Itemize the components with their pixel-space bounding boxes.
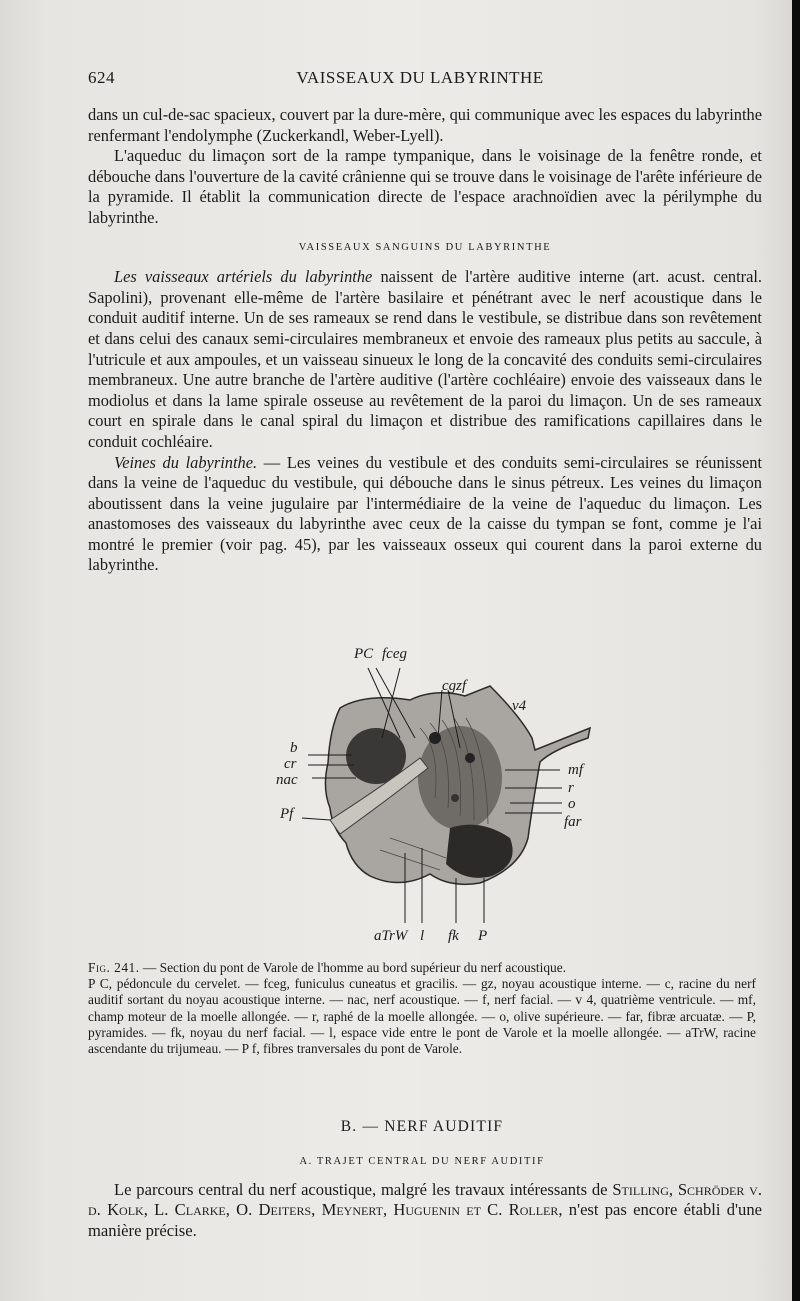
label-cr: cr (284, 756, 297, 772)
label-b: b (290, 740, 298, 756)
label-cgzf: cgzf (442, 678, 467, 694)
anatomical-figure (270, 638, 610, 948)
running-header (88, 68, 752, 92)
pons-section-illustration (270, 638, 610, 948)
caption-figure-number: Fig. 241. (88, 960, 140, 975)
figure-caption (88, 960, 756, 1057)
caption-title: — Section du pont de Varole de l'homme au bord supérieur du nerf acoustique. (139, 960, 567, 975)
italic-lead-arteres: Les vaisseaux artériels du labyrinthe (114, 267, 373, 287)
subheading-trajet-central: A. TRAJET CENTRAL DU NERF AUDITIF (299, 1156, 545, 1167)
subheading-nerf-auditif: B. — NERF AUDITIF (340, 1118, 504, 1135)
paragraph-veines-text: — Les veines du vestibule et des conduits semi-circulaires se réunissent dans la veine de l'aqueduc du vestibule, qui débouche dans le sinus pétreux. Les veines du limaçon aboutissent dans la veine jugulaire par l'intermédiaire de la veine de l'aqueduc du limaçon. Les anastomoses des vaisseaux du labyrinthe avec ceux de la caisse du tympan se font, comme je l'ai montré le premier (voir pag. 45), par les vaisseaux osseux qui courent dans la paroi externe du labyrinthe. (88, 452, 762, 575)
caption-legend: P C, pédoncule du cervelet. — fceg, funiculus cuneatus et gracilis. — gz, noyau acoustique interne. — c, racine du nerf auditif sortant du noyau acoustique interne. — nac, nerf acoustique. — f, nerf facial. — v 4, quatrième ventricule. — mf, champ moteur de la moelle allongée. — r, raphé de la moelle allongée. — o, olive supérieure. — far, fibræ arcuatæ. — P, pyramides. — fk, noyau du nerf facial. — l, espace vide entre le pont de Varole et la moelle allongée. — aTrW, racine ascendante du trijumeau. — P f, fibres tranversales du pont de Varole. (88, 976, 756, 1057)
nucleus-3 (451, 794, 459, 802)
label-p: P (478, 928, 488, 944)
label-v4: v4 (512, 698, 527, 714)
paragraph-parcours-names: Stilling, Schröder v. d. Kolk, L. Clarke, O. Deiters, Meynert, Huguenin et C. Roller (88, 1180, 762, 1220)
paragraph-continuation: dans un cul-de-sac spacieux, couvert par la dure-mère, qui communique avec les espaces du labyrinthe renfermant l'endolymphe (Zuckerkandl, Weber-Lyell). (88, 105, 762, 145)
paragraph-arteres (88, 267, 762, 452)
section-heading: VAISSEAUX SANGUINS DU LABYRINTHE (298, 241, 552, 253)
page-number: 624 (88, 68, 115, 87)
paragraph-aqueduc: L'aqueduc du limaçon sort de la rampe tympanique, dans le voisinage de la fenêtre ronde, et débouche dans l'ouverture de la cavité crânienne qui se trouve dans le voisinage de l'arête inférieure de la pyramide. Il établit la communication directe de l'espace arachnoïdien avec la périlymphe du labyrinthe. (88, 146, 762, 227)
label-atrw: aTrW (374, 928, 408, 944)
label-nac: nac (276, 772, 298, 788)
final-text-block (88, 1180, 762, 1241)
paragraph-veines (88, 453, 762, 577)
main-text-block (88, 105, 762, 576)
nucleus-1 (429, 732, 441, 744)
label-fceg: fceg (382, 646, 407, 662)
label-pf: Pf (280, 806, 294, 822)
label-l: l (420, 928, 425, 944)
label-pc: PC (354, 646, 374, 662)
italic-lead-veines: Veines du labyrinthe. (114, 452, 258, 472)
nucleus-2 (465, 753, 475, 763)
label-fk: fk (448, 928, 459, 944)
paragraph-arteres-text: naissent de l'artère auditive interne (art. acust. central. Sapolini), provenant elle-même de l'artère basilaire et pénétrant avec le nerf acoustique dans le conduit auditif interne. Un de ses rameaux se rend dans le vestibule, se distribue dans son revêtement et dans celui des canaux semi-circulaires membraneux et envoie des rameaux plus petits au saccule, à l'utricule et aux ampoules, et un vaisseau sinueux le long de la concavité des conduits semi-circulaires membraneux. Une autre branche de l'artère auditive (l'artère cochléaire) envoie des vaisseaux dans le modiolus et dans la lame spirale osseuse au revêtement de la paroi du limaçon. Un de ses rameaux court en spirale dans le canal spiral du limaçon et distribue des ramifications capillaires dans le conduit cochléaire. (88, 267, 763, 451)
label-o: o (568, 796, 576, 812)
running-title: VAISSEAUX DU LABYRINTHE (296, 68, 544, 87)
paragraph-parcours-a: Le parcours central du nerf acoustique, malgré les travaux intéressants de (114, 1180, 613, 1199)
paragraph-parcours (88, 1180, 762, 1241)
label-far: far (564, 814, 582, 830)
caption-title-line (88, 960, 756, 976)
paragraph-parcours-b: , n'est pas encore établi d'une manière précise. (88, 1200, 762, 1240)
label-r: r (568, 780, 574, 796)
label-mf: mf (568, 762, 583, 778)
